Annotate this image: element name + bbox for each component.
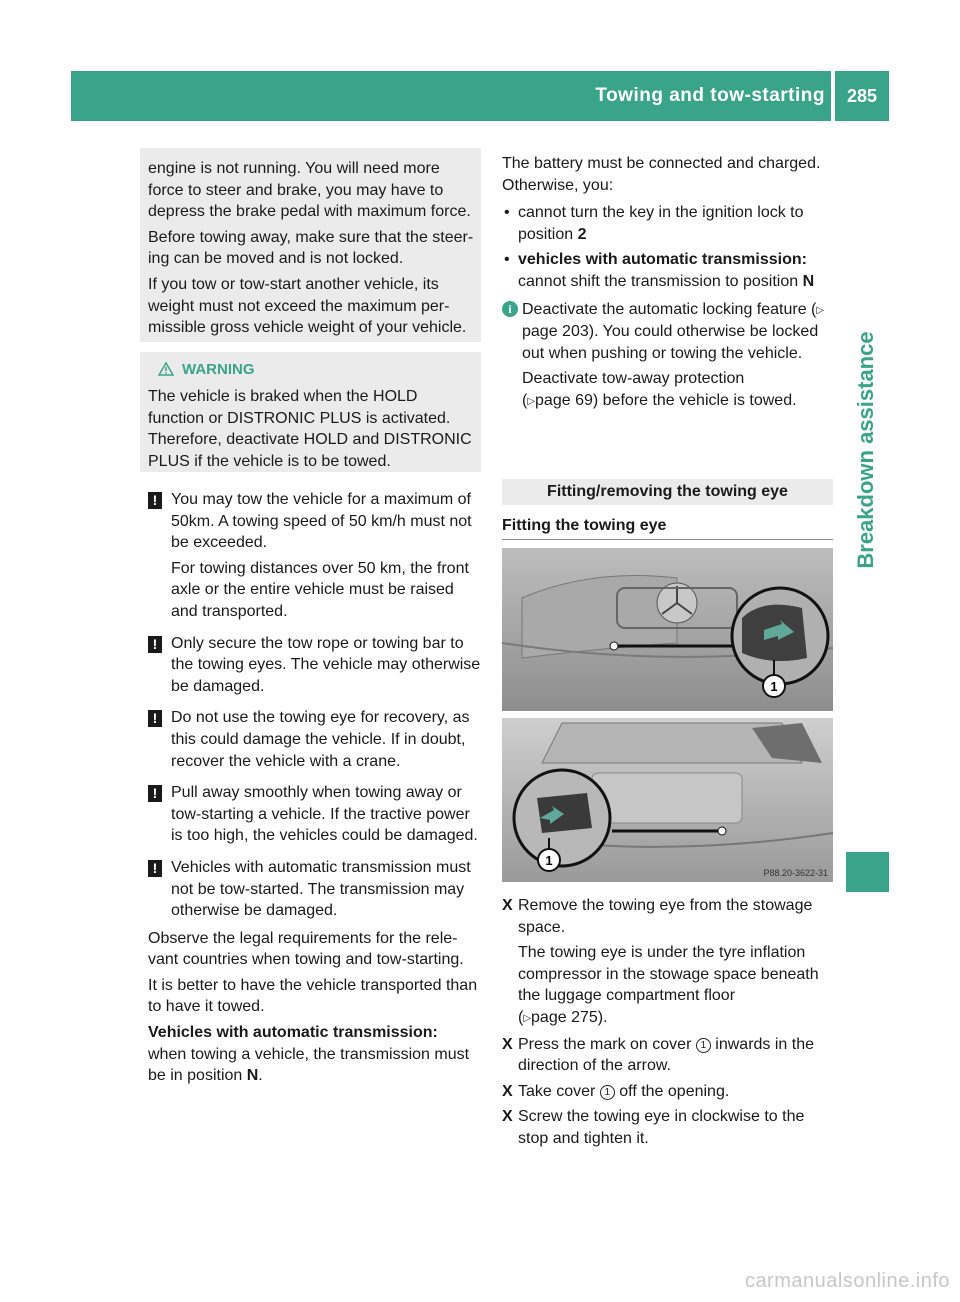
- step-text: The towing eye is under the tyre inflation compressor in the stowage space beneath the luggage compartment floor: [518, 944, 819, 1005]
- page-number: 285: [835, 71, 889, 121]
- step-marker: X: [502, 1035, 513, 1053]
- steps-list: [502, 895, 836, 1150]
- body-paragraph: It is better to have the vehicle transported than to have it towed.: [148, 976, 478, 1016]
- image-code: P88.20-3622-31: [763, 868, 828, 878]
- note-item: [148, 489, 481, 623]
- note-text: You may tow the vehicle for a maximum of 50km. A towing speed of 50 km/h must not be exceeded.: [171, 491, 472, 552]
- auto-text-position: N: [246, 1067, 259, 1085]
- bullet-text: cannot shift the transmission to position: [518, 272, 803, 290]
- step-text: Screw the towing eye in clockwise to the stop and tighten it.: [518, 1108, 805, 1147]
- exclamation-icon: !: [148, 636, 162, 653]
- step-item: [502, 1081, 836, 1103]
- section-title: Fitting/removing the towing eye: [547, 483, 788, 500]
- info-text: page 69) before the vehicle is towed.: [535, 391, 797, 409]
- exclamation-icon: !: [148, 710, 162, 727]
- step-text: inwards in the direction of the arrow.: [518, 1035, 815, 1075]
- box-paragraph: Before towing away, make sure that the steer-ing can be moved and is not locked.: [148, 228, 474, 268]
- notes-list: [148, 489, 481, 1087]
- front-view: [502, 548, 833, 711]
- subsection-rule: [502, 539, 833, 540]
- step-text: off the opening.: [614, 1082, 730, 1100]
- step-item: [502, 1034, 836, 1077]
- note-item: [148, 633, 481, 698]
- subsection-title: Fitting the towing eye: [502, 517, 667, 534]
- step-text: Take cover: [518, 1082, 600, 1100]
- auto-text-a: when towing a vehicle, the transmission must be in position: [148, 1045, 470, 1085]
- info-text: page 203). You could otherwise be locked out when pushing or towing the vehicle.: [522, 323, 819, 362]
- info-icon: i: [502, 301, 518, 317]
- step-marker: X: [502, 897, 513, 914]
- warning-text: The vehicle is braked when the HOLD function or DISTRONIC PLUS is activated. Therefore, deactivate HOLD and DISTRONIC PLUS if the vehicle is to be towed.: [148, 388, 472, 470]
- bullet-item: [502, 202, 836, 245]
- bullet-bold: 2: [577, 225, 587, 243]
- info-text: Deactivate the automatic locking feature (: [522, 300, 817, 318]
- side-tab-label: Breakdown assistance: [853, 331, 878, 569]
- header-title: Towing and tow-starting: [595, 85, 825, 106]
- callout-number: 1: [545, 853, 553, 868]
- watermark: carmanualsonline.info: [744, 1270, 950, 1292]
- note-item: [148, 707, 481, 772]
- side-tab-marker: [846, 852, 889, 892]
- bullet-bold: N: [802, 272, 815, 290]
- note-text: For towing distances over 50 km, the front axle or the entire vehicle must be raised and transported.: [171, 559, 469, 620]
- exclamation-icon: !: [148, 785, 162, 802]
- step-item: [502, 895, 836, 1030]
- exclamation-icon: !: [148, 860, 162, 877]
- page-ref-icon: ▷: [523, 1012, 532, 1024]
- note-text: Only secure the tow rope or towing bar to the towing eyes. The vehicle may otherwise be damaged.: [171, 634, 481, 695]
- note-text: Pull away smoothly when towing away or tow-starting a vehicle. If the tractive power is too high, the vehicles could be damaged.: [171, 784, 478, 845]
- side-tab: [846, 130, 889, 820]
- continuation-text: [148, 158, 476, 339]
- step-item: [502, 1106, 836, 1149]
- towing-eye-illustration: [502, 548, 833, 882]
- bullet-heading: vehicles with automatic transmission:: [518, 251, 807, 269]
- bullet-item: [502, 249, 836, 292]
- info-sub: [522, 368, 836, 412]
- box-paragraph: engine is not running. You will need more force to steer and brake, you may have to depress the brake pedal with maximum force.: [148, 160, 471, 221]
- info-text: (: [522, 391, 528, 409]
- warning-title: WARNING: [182, 360, 255, 378]
- note-text: Vehicles with automatic transmission must not be tow-started. The transmission may otherwise be damaged.: [171, 858, 471, 920]
- note-text: Do not use the towing eye for recovery, as this could damage the vehicle. If in doubt, recover the vehicle with a crane.: [171, 709, 470, 770]
- step-marker: X: [502, 1082, 513, 1100]
- note-item: [148, 857, 481, 922]
- step-text: (: [518, 1008, 524, 1026]
- callout-number: 1: [770, 679, 778, 694]
- bullet-text: cannot turn the key in the ignition lock to position: [518, 204, 804, 243]
- auto-heading: Vehicles with automatic transmission:: [148, 1024, 438, 1042]
- step-text: page 275).: [531, 1008, 608, 1026]
- warning-triangle-icon: [158, 362, 174, 376]
- auto-text: [148, 1044, 481, 1087]
- info-text: Deactivate tow-away protection: [522, 370, 745, 388]
- box-paragraph: If you tow or tow-start another vehicle, its weight must not exceed the maximum per-missible gross vehicle weight of your vehicle.: [148, 275, 467, 337]
- body-paragraph: Observe the legal requirements for the rele-vant countries when towing and tow-starting.: [148, 929, 464, 969]
- right-top-text: [502, 153, 836, 413]
- rear-view: [502, 718, 833, 882]
- page-ref-icon: ▷: [816, 304, 825, 316]
- step-marker: X: [502, 1108, 513, 1126]
- note-item: [148, 782, 481, 847]
- callout-circle: 1: [600, 1085, 615, 1100]
- page-ref-icon: ▷: [527, 395, 536, 407]
- callout-circle: 1: [696, 1038, 711, 1053]
- exclamation-icon: !: [148, 492, 162, 509]
- step-text: Remove the towing eye from the stowage space.: [518, 897, 813, 936]
- info-item: [502, 299, 836, 413]
- warning-content: [148, 358, 476, 472]
- auto-text-period: .: [258, 1067, 263, 1085]
- intro-text: The battery must be connected and charged. Otherwise, you:: [502, 155, 821, 194]
- step-text: Press the mark on cover: [518, 1035, 696, 1053]
